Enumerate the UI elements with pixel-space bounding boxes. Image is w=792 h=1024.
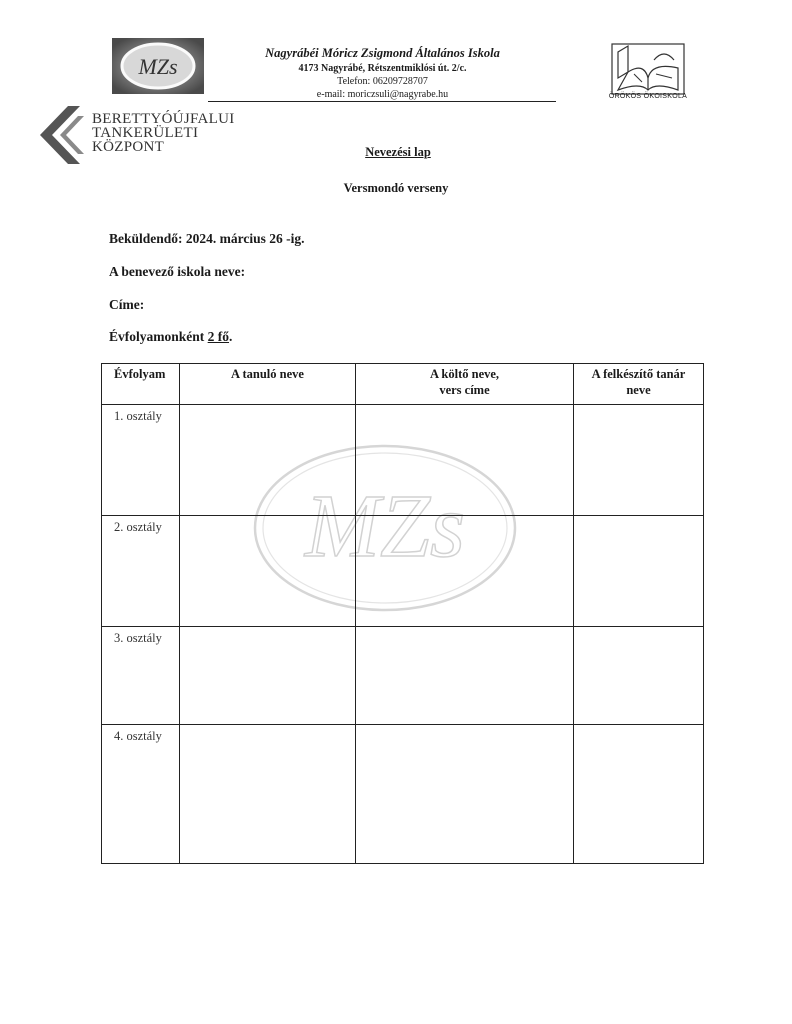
- teacher-cell[interactable]: [574, 405, 704, 516]
- form-title: [0, 145, 792, 160]
- table-row: [102, 725, 704, 864]
- student-name-cell[interactable]: [180, 725, 356, 864]
- poet-poem-cell[interactable]: [356, 405, 574, 516]
- school-logo: [112, 38, 204, 94]
- school-logo-text: MZs: [138, 54, 178, 79]
- teacher-cell[interactable]: [574, 516, 704, 627]
- teacher-cell[interactable]: [574, 627, 704, 725]
- district-line-3: KÖZPONT: [92, 139, 165, 155]
- header-teacher-line-2: neve: [626, 383, 651, 397]
- table-row: [102, 627, 704, 725]
- school-name: Nagyrábéi Móricz Zsigmond Általános Iskola: [265, 46, 500, 60]
- school-email: e-mail: moriczsuli@nagyrabe.hu: [316, 89, 449, 100]
- header-student-name: A tanuló neve: [180, 364, 356, 405]
- entry-table: [101, 363, 703, 856]
- per-grade-count: 2 fő: [207, 329, 230, 344]
- per-grade-text: [109, 329, 232, 345]
- header-poet-line-1: A költő neve,: [429, 367, 500, 381]
- student-name-cell[interactable]: [180, 627, 356, 725]
- poet-poem-cell[interactable]: [356, 516, 574, 627]
- grade-cell: 1. osztály: [102, 405, 180, 516]
- per-grade-prefix: Évfolyamonként: [109, 329, 208, 344]
- header-poet-poem: [356, 364, 574, 405]
- grade-cell: 3. osztály: [102, 627, 180, 725]
- form-title-text: Nevezési lap: [365, 145, 431, 159]
- table-row: [102, 516, 704, 627]
- header-teacher-line-1: A felkészítő tanár: [591, 367, 686, 381]
- poet-poem-cell[interactable]: [356, 725, 574, 864]
- header-divider: [208, 101, 556, 102]
- grade-cell: 4. osztály: [102, 725, 180, 864]
- header-grade: Évfolyam: [102, 364, 180, 405]
- district-line-2: TANKERÜLETI: [92, 125, 199, 141]
- table-row: [102, 405, 704, 516]
- competition-title: Versmondó verseny: [343, 181, 449, 195]
- deadline-text: Beküldendő: 2024. március 26 -ig.: [109, 231, 305, 246]
- address-field-label: Címe:: [109, 297, 145, 312]
- school-address: 4173 Nagyrábé, Rétszentmiklósi út. 2/c.: [298, 63, 467, 74]
- per-grade-suffix: .: [229, 329, 233, 344]
- watermark-text: MZs: [304, 477, 466, 576]
- table-header-row: [102, 364, 704, 405]
- header-teacher: [574, 364, 704, 405]
- student-name-cell[interactable]: [180, 405, 356, 516]
- district-line-1: BERETTYÓÚJFALUI: [92, 111, 235, 127]
- student-name-cell[interactable]: [180, 516, 356, 627]
- poet-poem-cell[interactable]: [356, 627, 574, 725]
- school-name-field-label: A benevező iskola neve:: [109, 264, 246, 279]
- school-phone: Telefon: 06209728707: [337, 76, 428, 87]
- header-poet-line-2: vers címe: [439, 383, 490, 397]
- eco-school-label: ÖRÖKÖS ÖKOISKOLA: [608, 93, 688, 100]
- grade-cell: 2. osztály: [102, 516, 180, 627]
- teacher-cell[interactable]: [574, 725, 704, 864]
